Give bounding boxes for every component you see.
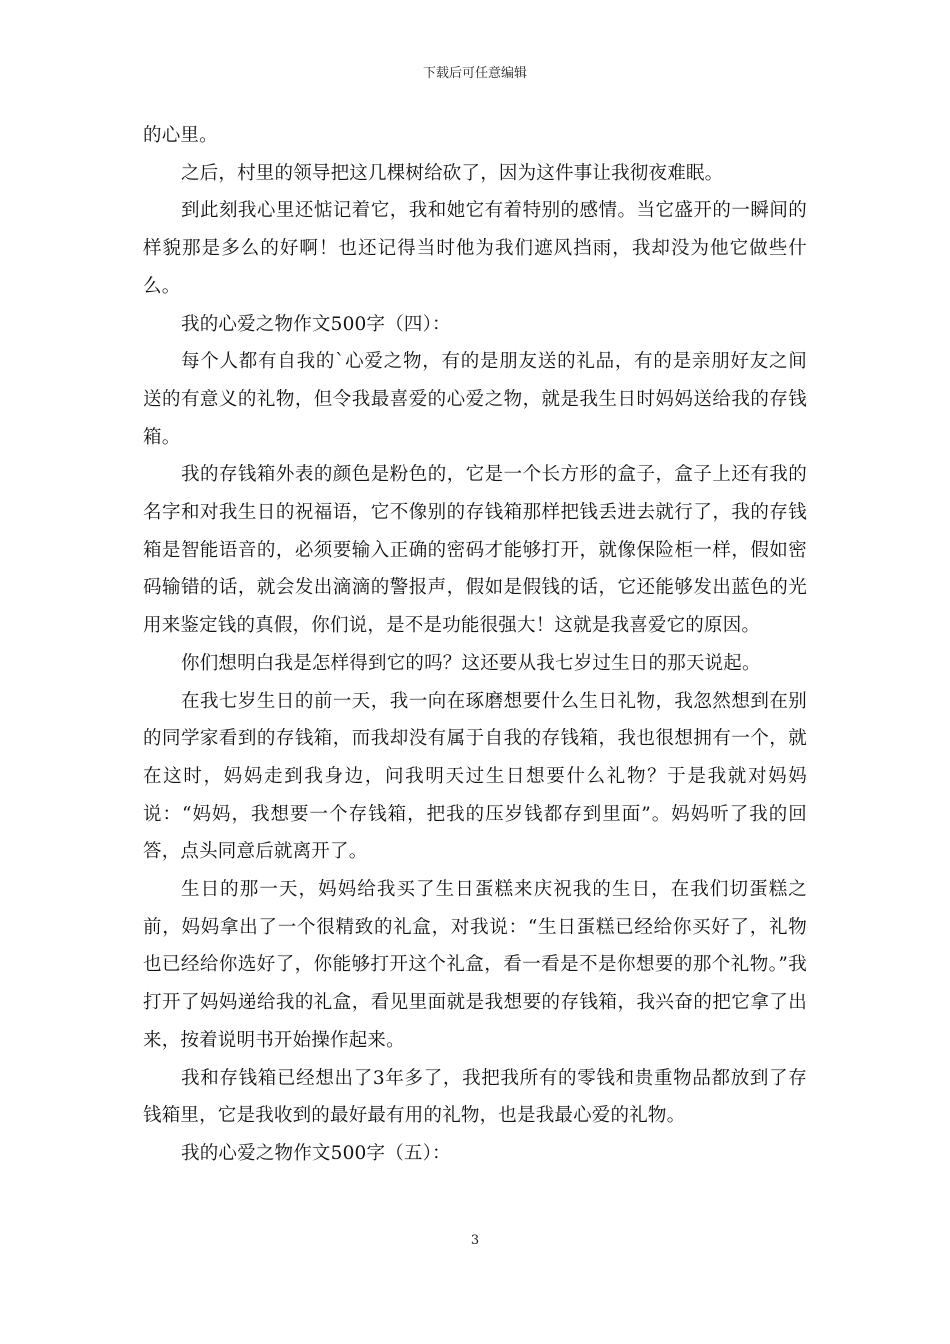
- section-heading: 我的心爱之物作文500字（四）：: [181, 313, 451, 335]
- section-heading: 我的心爱之物作文500字（五）：: [181, 1142, 451, 1164]
- document-body: [143, 117, 807, 1173]
- paragraph: 我的存钱箱外表的颜色是粉色的，它是一个长方形的盒子，盒子上还有我的名字和对我生日的祝福语，它不像别的存钱箱那样把钱丢进去就行了，我的存钱箱是智能语音的，必须要输入正确的密码才能够打开，就像保险柜一样，假如密码输错的话，就会发出滴滴的警报声，假如是假钱的话，它还能够发出蓝色的光用来鉴定钱的真假，你们说，是不是功能很强大！这就是我喜爱它的原因。: [143, 464, 807, 637]
- paragraph: 到此刻我心里还惦记着它，我和她它有着特别的感情。当它盛开的一瞬间的样貌那是多么的好啊！也还记得当时他为我们遮风挡雨，我却没为他它做些什么。: [143, 200, 807, 297]
- paragraph: 每个人都有自我的`心爱之物，有的是朋友送的礼品，有的是亲朋好友之间送的有意义的礼物，但令我最喜爱的心爱之物，就是我生日时妈妈送给我的存钱箱。: [143, 351, 807, 448]
- paragraph: 我和存钱箱已经想出了3年多了，我把我所有的零钱和贵重物品都放到了存钱箱里，它是我收到的最好最有用的礼物，也是我最心爱的礼物。: [143, 1067, 807, 1127]
- page-number: 3: [470, 1233, 480, 1248]
- paragraph: 在我七岁生日的前一天，我一向在琢磨想要什么生日礼物，我忽然想到在别的同学家看到的存钱箱，而我却没有属于自我的存钱箱，我也很想拥有一个，就在这时，妈妈走到我身边，问我明天过生日想要什么礼物？于是我就对妈妈说：“妈妈，我想要一个存钱箱，把我的压岁钱都存到里面”。妈妈听了我的回答，点头同意后就离开了。: [143, 690, 807, 863]
- paragraph: 生日的那一天，妈妈给我买了生日蛋糕来庆祝我的生日，在我们切蛋糕之前，妈妈拿出了一个很精致的礼盒，对我说：“生日蛋糕已经给你买好了，礼物也已经给你选好了，你能够打开这个礼盒，看一看是不是你想要的那个礼物。”我打开了妈妈递给我的礼盒，看见里面就是我想要的存钱箱，我兴奋的把它拿了出来，按着说明书开始操作起来。: [143, 879, 807, 1051]
- paragraph: 的心里。: [143, 125, 218, 146]
- paragraph: 你们想明白我是怎样得到它的吗？这还要从我七岁过生日的那天说起。: [181, 652, 761, 674]
- paragraph: 之后，村里的领导把这几棵树给砍了，因为这件事让我彻夜难眠。: [181, 162, 724, 184]
- page-header: 下载后可任意编辑: [422, 66, 527, 81]
